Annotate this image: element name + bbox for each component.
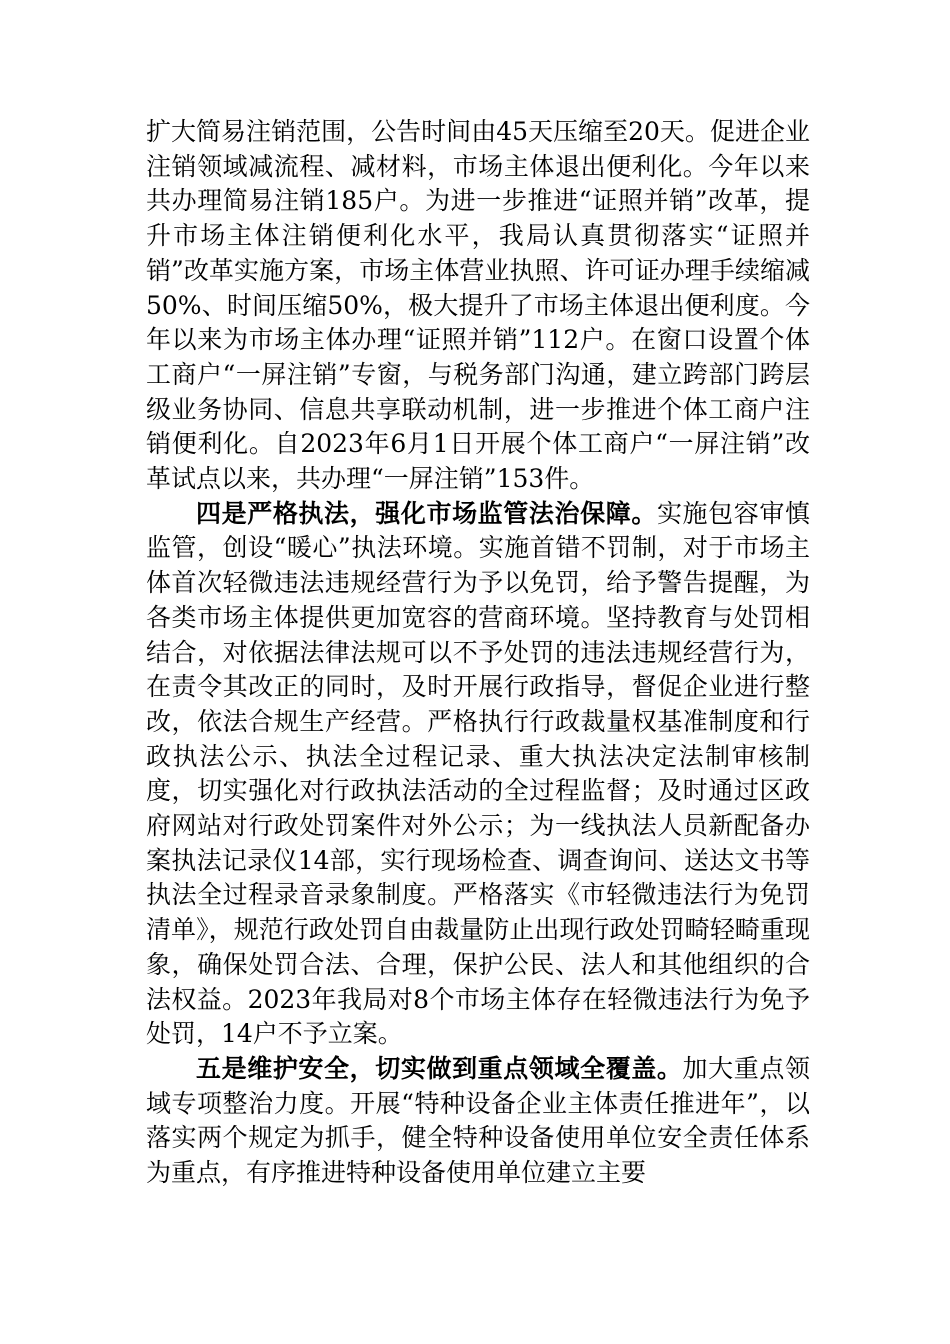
paragraph-2-text: 实施包容审慎监管，创设“暖心”执法环境。实施首错不罚制，对于市场主体首次轻微违法违规经营行为予以免罚，给予警告提醒，为各类市场主体提供更加宽容的营商环境。坚持教育与处罚相结合，对依据法律法规可以不予处罚的违法违规经营行为，在责令其改正的同时，及时开展行政指导，督促企业进行整改，依法合规生产经营。严格执行行政裁量权基准制度和行政执法公示、执法全过程记录、重大执法决定法制审核制度，切实强化对行政执法活动的全过程监督；及时通过区政府网站对行政处罚案件对外公示；为一线执法人员新配备办案执法记录仪14部，实行现场检查、调查询问、送达文书等执法全过程录音录象制度。严格落实《市轻微违法行为免罚清单》，规范行政处罚自由裁量防止出现行政处罚畸轻畸重现象，确保处罚合法、合理，保护公民、法人和其他组织的合法权益。2023年我局对8个市场主体存在轻微违法行为免予处罚，14户不予立案。 xyxy=(146,498,810,1049)
paragraph-1 xyxy=(146,115,810,497)
paragraph-3-text: 加大重点领域专项整治力度。开展“特种设备企业主体责任推进年”，以落实两个规定为抓手，健全特种设备使用单位安全责任体系为重点，有序推进特种设备使用单位建立主要 xyxy=(146,1053,810,1188)
paragraph-2 xyxy=(146,497,810,1052)
paragraph-3-heading: 五是维护安全，切实做到重点领域全覆盖。 xyxy=(196,1053,683,1083)
paragraph-3 xyxy=(146,1052,810,1191)
document-body xyxy=(146,115,810,1191)
paragraph-1-text: 扩大简易注销范围，公告时间由45天压缩至20天。促进企业注销领域减流程、减材料，市场主体退出便利化。今年以来共办理简易注销185户。为进一步推进“证照并销”改革，提升市场主体注销便利化水平，我局认真贯彻落实“证照并销”改革实施方案，市场主体营业执照、许可证办理手续缩减50%、时间压缩50%，极大提升了市场主体退出便利度。今年以来为市场主体办理“证照并销”112户。在窗口设置个体工商户“一屏注销”专窗，与税务部门沟通，建立跨部门跨层级业务协同、信息共享联动机制，进一步推进个体工商户注销便利化。自2023年6月1日开展个体工商户“一屏注销”改革试点以来，共办理“一屏注销”153件。 xyxy=(146,117,810,494)
paragraph-2-heading: 四是严格执法，强化市场监管法治保障。 xyxy=(196,498,657,528)
